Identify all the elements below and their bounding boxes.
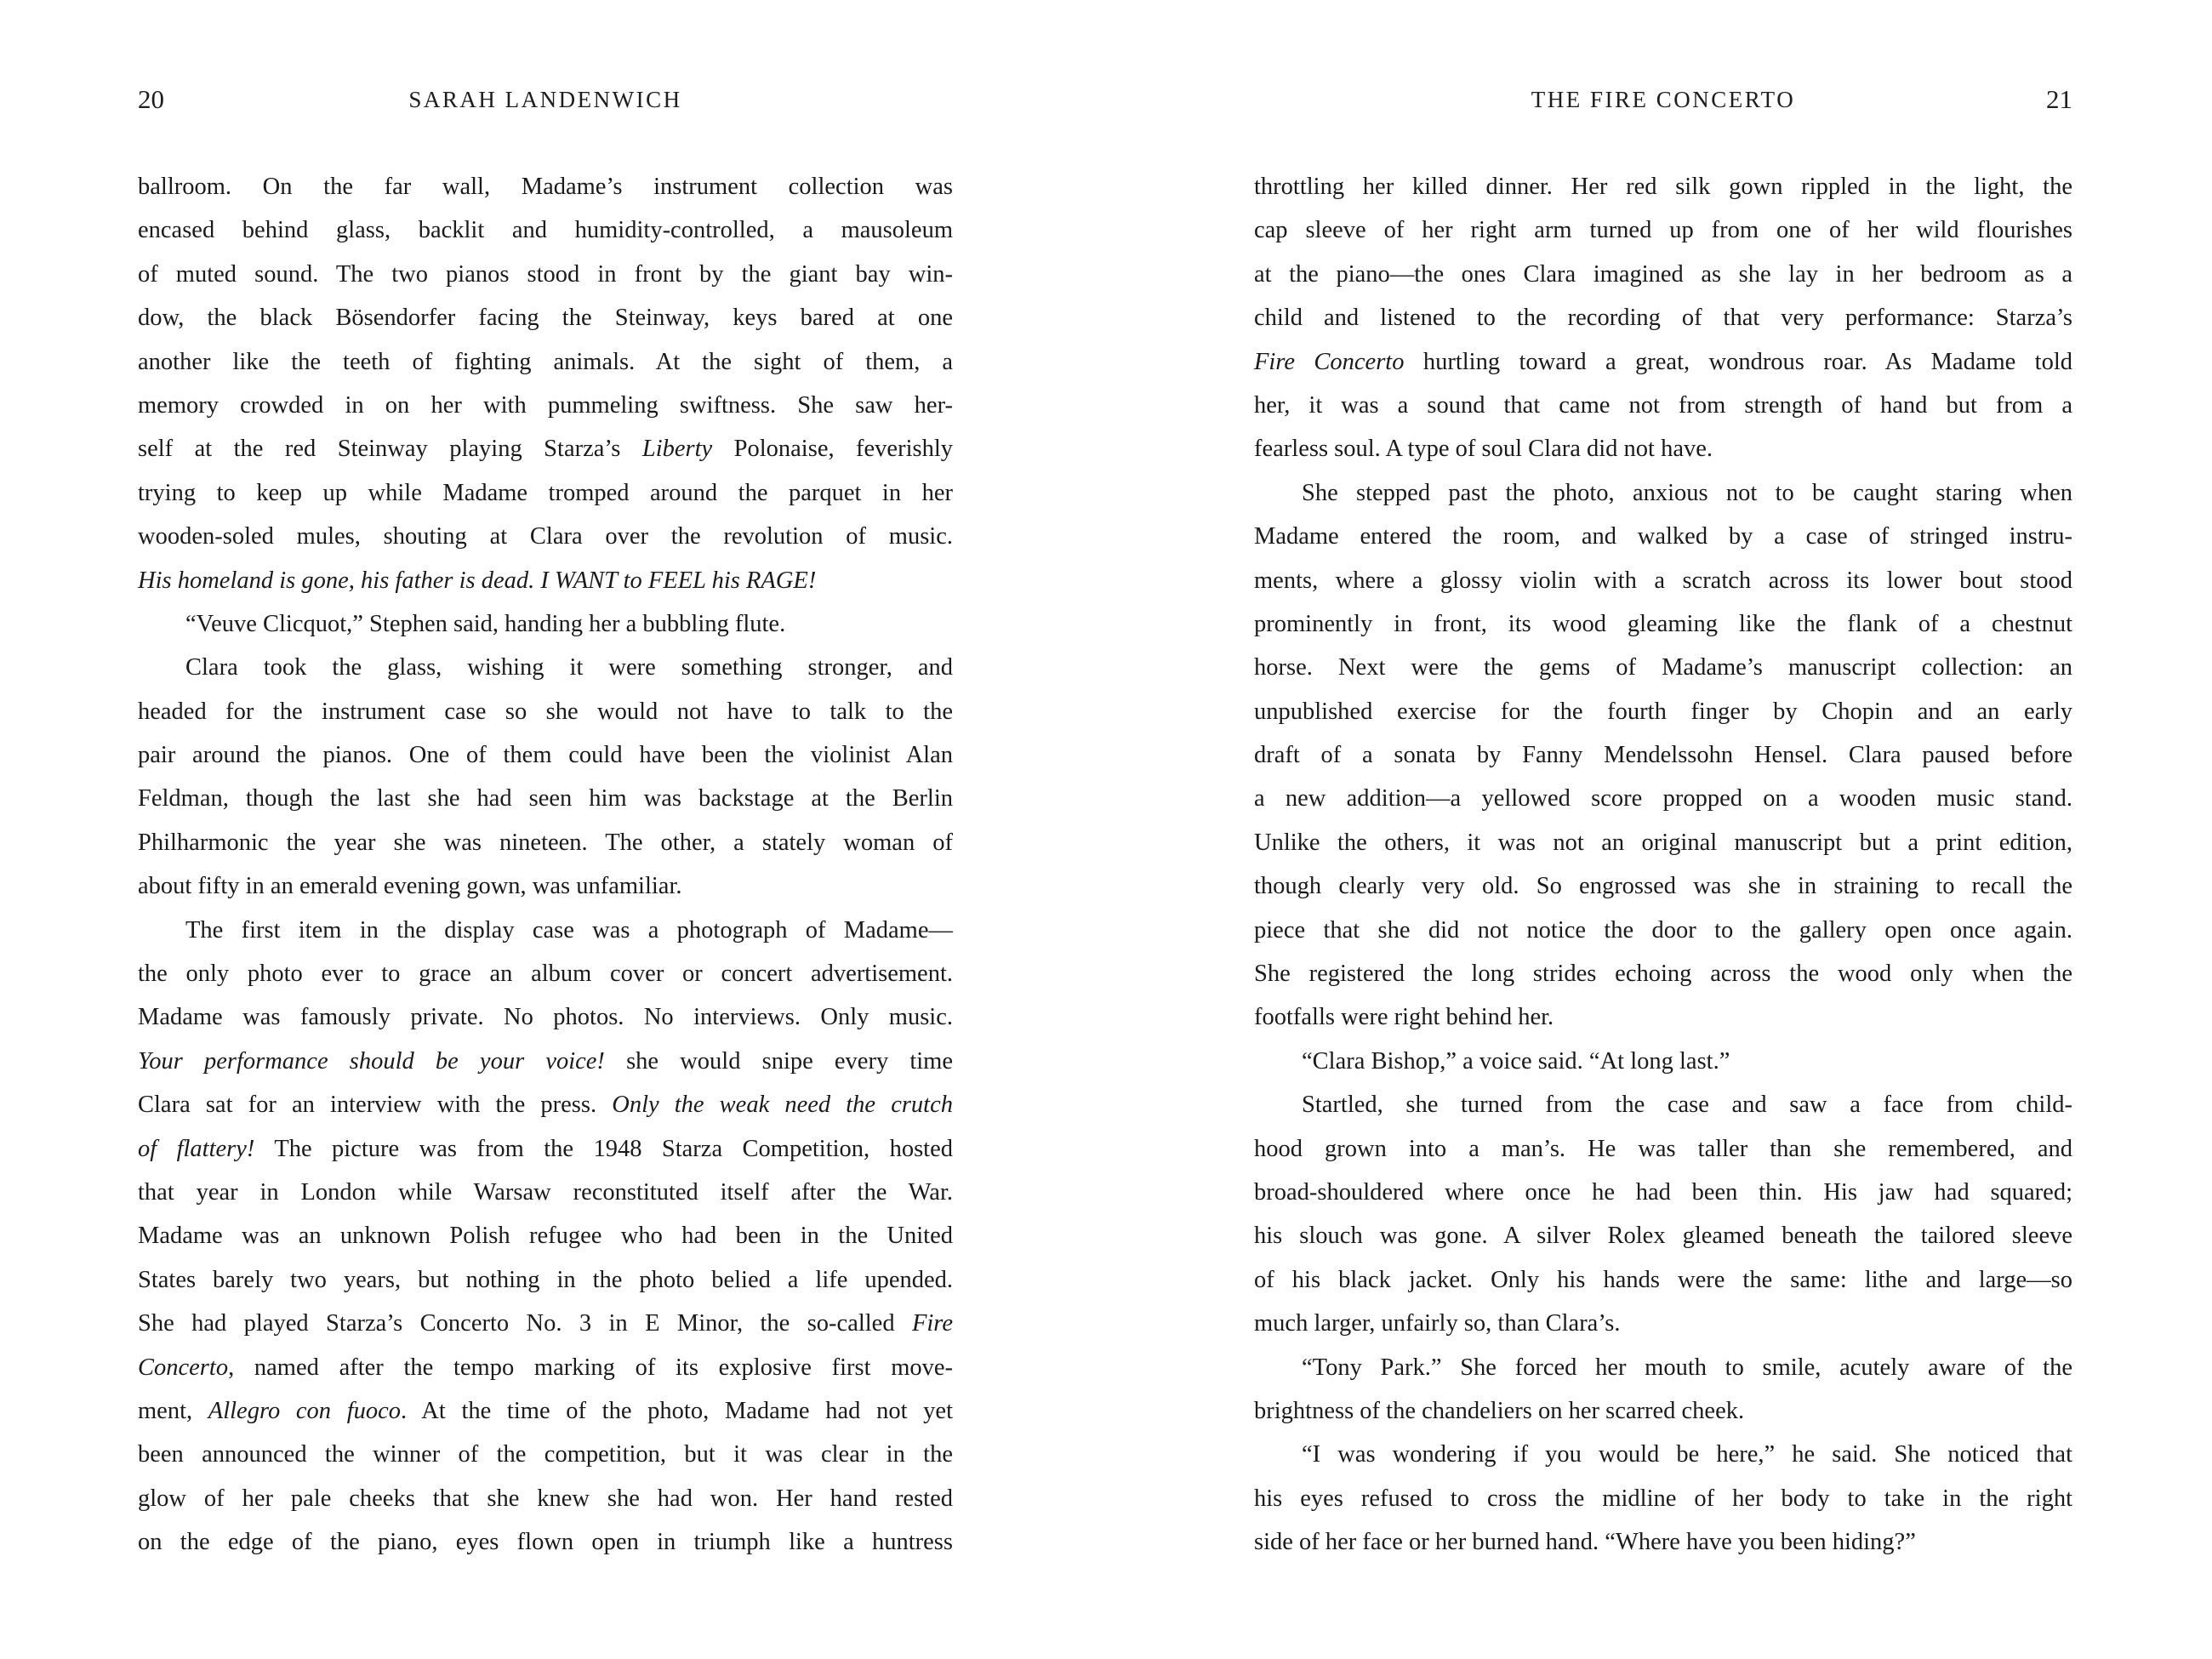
text-line: of his black jacket. Only his hands were the same: lithe and large—so [1254, 1266, 2072, 1293]
text-line: child and listened to the recording of that very performance: Starza’s [1254, 305, 2072, 332]
text-line: Madame was famously private. No photos. No interviews. Only music. [138, 1004, 953, 1031]
text-line: Clara took the glass, wishing it were something stronger, and [185, 654, 953, 681]
text-line: of flattery! The picture was from the 1948 Starza Competition, hosted [138, 1135, 953, 1162]
right-page [1254, 0, 2072, 1659]
left-page [138, 0, 953, 1659]
text-line: trying to keep up while Madame tromped around the parquet in her [138, 479, 953, 506]
text-line: Madame entered the room, and walked by a case of stringed instru- [1254, 523, 2072, 550]
text-line: She had played Starza’s Concerto No. 3 in E Minor, the so-called Fire [138, 1310, 953, 1337]
text-line: wooden-soled mules, shouting at Clara over the revolution of music. [138, 523, 953, 550]
text-line: though clearly very old. So engrossed was she in straining to recall the [1254, 873, 2072, 900]
text-line: side of her face or her burned hand. “Where have you been hiding?” [1254, 1529, 1916, 1556]
text-line: Fire Concerto hurtling toward a great, wondrous roar. As Madame told [1254, 348, 2072, 375]
text-line: on the edge of the piano, eyes flown open in triumph like a huntress [138, 1529, 953, 1556]
left-page-header [138, 84, 953, 115]
left-page-text [138, 165, 953, 1565]
text-line: Madame was an unknown Polish refugee who had been in the United [138, 1223, 953, 1250]
text-line: another like the teeth of fighting animals. At the sight of them, a [138, 348, 953, 375]
running-head-title: THE FIRE CONCERTO [1531, 87, 1796, 112]
text-line: States barely two years, but nothing in the photo belied a life upended. [138, 1266, 953, 1293]
text-line: She stepped past the photo, anxious not to be caught staring when [1302, 479, 2072, 506]
text-line: “I was wondering if you would be here,” he said. She noticed that [1302, 1441, 2072, 1468]
text-line: Your performance should be your voice! she would snipe every time [138, 1047, 953, 1075]
text-line: much larger, unfairly so, than Clara’s. [1254, 1310, 1621, 1337]
text-line: Unlike the others, it was not an original manuscript but a print edition, [1254, 829, 2072, 856]
right-page-header [1254, 84, 2072, 115]
page-number-right: 21 [2046, 84, 2072, 114]
text-line: at the piano—the ones Clara imagined as she lay in her bedroom as a [1254, 260, 2072, 288]
text-line: about fifty in an emerald evening gown, was unfamiliar. [138, 873, 682, 900]
text-line: a new addition—a yellowed score propped on a wooden music stand. [1254, 785, 2072, 812]
text-line: memory crowded in on her with pummeling swiftness. She saw her- [138, 391, 953, 419]
text-line: Clara sat for an interview with the press. Only the weak need the crutch [138, 1092, 954, 1119]
text-line: footfalls were right behind her. [1254, 1004, 1554, 1031]
text-line: Concerto, named after the tempo marking of its explosive first move- [138, 1354, 953, 1381]
text-line: Startled, she turned from the case and saw a face from child- [1302, 1092, 2072, 1119]
text-line: dow, the black Bösendorfer facing the Steinway, keys bared at one [138, 305, 953, 332]
text-line: ballroom. On the far wall, Madame’s instrument collection was [138, 174, 953, 200]
text-line: “Tony Park.” She forced her mouth to smile, acutely aware of the [1302, 1354, 2072, 1381]
text-line: been announced the winner of the competition, but it was clear in the [138, 1441, 953, 1468]
text-line: pair around the pianos. One of them could have been the violinist Alan [138, 742, 953, 769]
text-line: Philharmonic the year she was nineteen. The other, a stately woman of [138, 829, 953, 856]
text-line: draft of a sonata by Fanny Mendelssohn Hensel. Clara paused before [1254, 742, 2072, 769]
text-line: brightness of the chandeliers on her scarred cheek. [1254, 1397, 1745, 1424]
text-line: throttling her killed dinner. Her red silk gown rippled in the light, the [1254, 174, 2072, 200]
text-line: His homeland is gone, his father is dead. I WANT to FEEL his RAGE! [138, 567, 817, 594]
text-line: headed for the instrument case so she would not have to talk to the [138, 698, 953, 725]
text-line: “Clara Bishop,” a voice said. “At long last.” [1302, 1047, 1730, 1075]
text-line: hood grown into a man’s. He was taller than she remembered, and [1254, 1135, 2072, 1162]
text-line: ments, where a glossy violin with a scratch across its lower bout stood [1254, 567, 2072, 594]
text-line: unpublished exercise for the fourth finger by Chopin and an early [1254, 698, 2072, 725]
text-line: his slouch was gone. A silver Rolex gleamed beneath the tailored sleeve [1254, 1223, 2072, 1250]
text-line: She registered the long strides echoing across the wood only when the [1254, 961, 2072, 988]
text-line: that year in London while Warsaw reconstituted itself after the War. [138, 1178, 953, 1206]
text-line: glow of her pale cheeks that she knew she had won. Her hand rested [138, 1485, 953, 1512]
text-line: fearless soul. A type of soul Clara did not have. [1254, 436, 1713, 463]
text-line: “Veuve Clicquot,” Stephen said, handing her a bubbling flute. [185, 610, 786, 637]
text-line: ment, Allegro con fuoco. At the time of the photo, Madame had not yet [138, 1397, 953, 1424]
text-line: encased behind glass, backlit and humidity-controlled, a mausoleum [138, 217, 953, 244]
text-line: piece that she did not notice the door to the gallery open once again. [1254, 916, 2072, 944]
page-number-left: 20 [138, 84, 164, 114]
text-line: broad-shouldered where once he had been thin. His jaw had squared; [1254, 1178, 2072, 1206]
text-line: prominently in front, its wood gleaming like the flank of a chestnut [1254, 610, 2072, 637]
running-head-author: SARAH LANDENWICH [408, 87, 682, 112]
right-page-text [1254, 165, 2072, 1565]
text-line: cap sleeve of her right arm turned up from one of her wild flourishes [1254, 217, 2072, 244]
text-line: The first item in the display case was a photograph of Madame— [185, 916, 953, 944]
text-line: self at the red Steinway playing Starza’s Liberty Polonaise, feverishly [138, 436, 953, 463]
text-line: Feldman, though the last she had seen him was backstage at the Berlin [138, 785, 953, 812]
text-line: horse. Next were the gems of Madame’s manuscript collection: an [1254, 654, 2072, 681]
text-line: of muted sound. The two pianos stood in front by the giant bay win- [138, 260, 953, 288]
text-line: her, it was a sound that came not from strength of hand but from a [1254, 391, 2072, 419]
text-line: his eyes refused to cross the midline of her body to take in the right [1254, 1485, 2072, 1512]
text-line: the only photo ever to grace an album cover or concert advertisement. [138, 961, 953, 988]
